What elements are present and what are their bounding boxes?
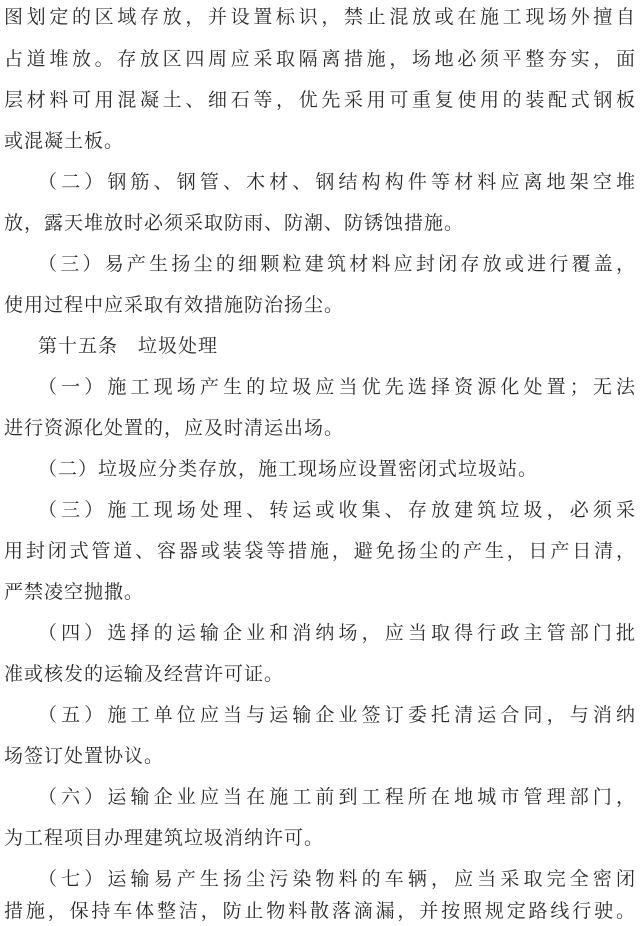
text-line: （二）垃圾应分类存放，施工现场应设置密闭式垃圾站。 <box>38 458 539 480</box>
text-line: 层材料可用混凝土、细石等，优先采用可重复使用的装配式钢板 <box>4 89 636 111</box>
text-line: 放，露天堆放时必须采取防雨、防潮、防锈蚀措施。 <box>4 212 465 234</box>
text-line: 用封闭式管道、容器或装袋等措施，避免扬尘的产生，日产日清， <box>4 540 636 562</box>
text-line: （三）施工现场处理、转运或收集、存放建筑垃圾，必须采 <box>38 499 636 521</box>
section-heading: 第十五条 垃圾处理 <box>38 335 219 357</box>
text-line: 使用过程中应采取有效措施防治扬尘。 <box>4 294 345 316</box>
text-line: （四）选择的运输企业和消纳场，应当取得行政主管部门批 <box>38 622 636 644</box>
text-line: 准或核发的运输及经营许可证。 <box>4 663 285 685</box>
text-line: （七）运输易产生扬尘污染物料的车辆，应当采取完全密闭 <box>38 868 636 890</box>
text-line: 为工程项目办理建筑垃圾消纳许可。 <box>4 827 325 849</box>
text-line: （三）易产生扬尘的细颗粒建筑材料应封闭存放或进行覆盖， <box>38 253 636 275</box>
text-line: （六）运输企业应当在施工前到工程所在地城市管理部门， <box>38 786 636 808</box>
text-line: 进行资源化处置的，应及时清运出场。 <box>4 417 345 439</box>
text-line: （一）施工现场产生的垃圾应当优先选择资源化处置；无法 <box>38 376 636 398</box>
text-line: （二）钢筋、钢管、木材、钢结构构件等材料应离地架空堆 <box>38 171 636 193</box>
text-line: 图划定的区域存放，并设置标识，禁止混放或在施工现场外擅自 <box>4 6 636 28</box>
text-line: 占道堆放。存放区四周应采取隔离措施，场地必须平整夯实，面 <box>4 48 636 70</box>
text-line: 或混凝土板。 <box>4 130 125 152</box>
text-line: （五）施工单位应当与运输企业签订委托清运合同，与消纳 <box>38 704 636 726</box>
text-line: 措施，保持车体整洁，防止物料散落滴漏，并按照规定路线行驶。 <box>4 900 636 922</box>
text-line: 场签订处置协议。 <box>4 745 165 767</box>
text-line: 严禁凌空抛撒。 <box>4 581 145 603</box>
